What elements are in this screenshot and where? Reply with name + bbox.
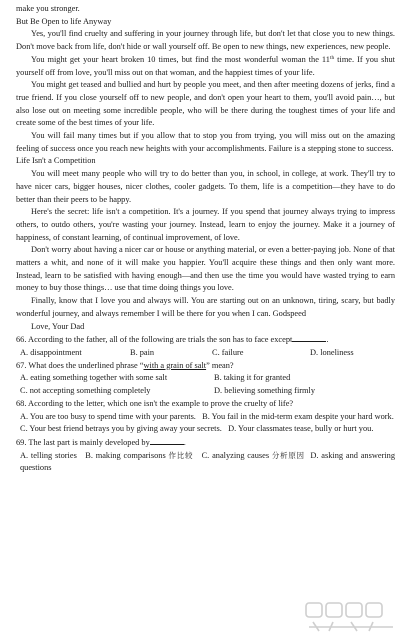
paragraph-teased-bullied: You might get teased and bullied and hurt by people you meet, and then after meeting dozens of jerks, find a true friend. If you close yourself off to new people, and don't open your heart to them, you'll avoid pain…, but also lose out on meeting some incredible people, who will be there during the toughest times of your life and create some of the best times of your life. — [16, 80, 395, 128]
paragraph-dont-worry: Don't worry about having a nicer car or house or anything material, or even a better-paying job. None of that matters a whit, and none of it will make you happier. You'll acquire these things and then only want more. Instead, learn to be satisfied with having enough—and then use the time you would have wasted trying to earn money to buy those things… use that time doing things you love. — [16, 245, 395, 293]
q69-option-d: D. asking and answering questions — [20, 450, 396, 473]
q67-underlined-phrase: with a grain of salt — [143, 360, 207, 370]
q69-option-b-chinese-note: 作比较 — [168, 450, 194, 460]
q68-option-c: C. Your best friend betrays you by giving away your secrets. — [20, 424, 222, 434]
q69-option-a: A. telling stories — [20, 450, 77, 460]
q66-option-d: D. loneliness — [310, 347, 354, 357]
q66-option-a: A. disappointment — [20, 347, 82, 357]
question-68-options-cd — [16, 423, 395, 436]
q67-option-c: C. not accepting something completely — [20, 386, 151, 396]
q69-stem-end: . — [183, 437, 186, 447]
q69-option-b: B. making comparisons — [85, 450, 166, 460]
q66-stem-text: 66. According to the father, all of the following are trials the son has to face except — [16, 335, 293, 345]
q67-stem-text-end: ” mean? — [206, 360, 234, 370]
section-heading-competition: Life Isn't a Competition — [16, 156, 96, 166]
q68-option-b: B. You fail in the mid-term exam despite your hard work. — [202, 411, 394, 421]
q66-option-c: C. failure — [212, 347, 244, 357]
document-page — [16, 3, 395, 475]
question-67-options-row-1 — [16, 372, 395, 385]
question-69-stem — [16, 436, 395, 450]
ordinal-suffix: th — [329, 54, 335, 61]
q68-option-d: D. Your classmates tease, bully or hurt you. — [228, 424, 374, 434]
q66-option-b: B. pain — [130, 347, 155, 357]
q67-option-a: A. eating something together with some salt — [20, 373, 168, 383]
watermark-logo-icon — [303, 600, 399, 634]
letter-signoff: Love, Your Dad — [31, 321, 85, 331]
q69-stem-text: 69. The last part is mainly developed by — [16, 437, 150, 447]
question-69-options — [16, 450, 395, 475]
question-66-options — [16, 347, 395, 360]
question-68-options-ab — [16, 411, 395, 424]
paragraph-open-to-new-things: Yes, you'll find cruelty and suffering in your journey through life, but don't let that close you to new things. Don't move back from life, don't hide or wall yourself off. Be open to new things, new experiences, new people. — [16, 29, 395, 52]
paragraph-fail-many-times: You will fail many times but if you allow that to stop you from trying, you will miss out on the amazing feeling of success once you reach new heights with your accomplishments. Failure is a stepping stone to success. — [16, 131, 395, 153]
q67-option-d: D. believing something firmly — [214, 386, 316, 396]
question-67-stem — [16, 360, 395, 373]
intro-line: make you stronger. — [16, 4, 80, 13]
paragraph-finally: Finally, know that I love you and always will. You are starting out on an unknown, tiring, scary, but badly wonderful journey, and always remember I will be there for you when I can. Godspeed — [16, 296, 395, 318]
q68-option-a: A. You are too busy to spend time with your parents. — [20, 411, 196, 421]
heart-broken-text-start: You might get your heart broken 10 times, but find the most wonderful woman the 11 — [31, 54, 330, 64]
q66-stem-end: . — [326, 335, 329, 345]
section-heading-be-open: But Be Open to life Anyway — [16, 16, 112, 26]
question-66-stem — [16, 333, 395, 347]
answer-blank — [150, 436, 184, 445]
heart-broken-text-end: time. If you shut yourself off from love, you'll miss out on that woman, and the happiest times of your life. — [16, 54, 395, 77]
question-68-stem: 68. According to the letter, which one isn't the example to prove the cruelty of life? — [16, 398, 294, 408]
q67-stem-text-start: 67. What does the underlined phrase “ — [16, 360, 144, 370]
answer-blank — [292, 333, 329, 345]
question-67-options-row-2 — [16, 385, 395, 398]
paragraph-secret-journey: Here's the secret: life isn't a competition. It's a journey. If you spend that journey always trying to impress others, to outdo others, you're wasting your journey. Instead, learn to enjoy the journey. Make it a journey of happiness, of constant learning, of continual improvement, of love. — [16, 207, 395, 242]
paragraph-meet-many-people: You will meet many people who will try to do better than you, in school, in college, at work. They'll try to have nicer cars, bigger houses, nicer clothes, cooler gadgets. To them, life is a competition—they have to do better than their peers to be happy. — [16, 169, 395, 204]
q69-option-c: C. analyzing causes — [201, 450, 270, 460]
q69-option-c-chinese-note: 分析原因 — [271, 450, 305, 460]
q67-option-b: B. taking it for granted — [214, 373, 291, 383]
paragraph-heart-broken — [16, 54, 395, 79]
